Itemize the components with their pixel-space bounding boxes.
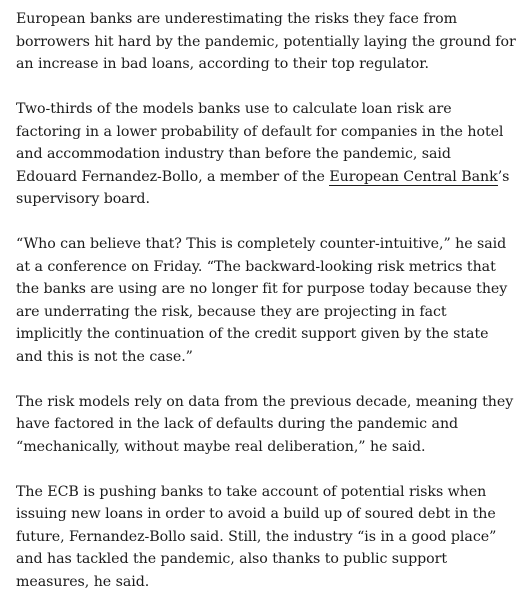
article-paragraph-4: The risk models rely on data from the previous decade, meaning they have factored in the lack of defaults during the pandemic and “mechanically, without maybe real deliberation,” he said. bbox=[16, 393, 514, 455]
european-central-bank-link[interactable]: European Central Bank bbox=[329, 168, 498, 185]
article-paragraph-3: “Who can believe that? This is completely counter-intuitive,” he said at a conference on Friday. “The backward-looking risk metrics that the banks are using are no longer fit for purpose today because they are underrating the risk, because they are projecting in fact implicitly the continuation of the credit support given by the state and this is not the case.” bbox=[16, 236, 508, 365]
article-paragraph-1: European banks are underestimating the risks they face from borrowers hit hard by the pandemic, potentially laying the ground for an increase in bad loans, according to their top regulator. bbox=[16, 11, 516, 72]
paragraph-2-text-end: ’s supervisory board. bbox=[16, 168, 510, 207]
article-paragraph-5: The ECB is pushing banks to take account of potential risks when issuing new loans in order to avoid a build up of soured debt in the future, Fernandez-Bollo said. Still, the industry “is in a good place” and has tackled the pandemic, also thanks to public support measures, he said. bbox=[16, 483, 497, 590]
article-paragraph-2 bbox=[16, 98, 516, 211]
paragraph-2-text-start: Two-thirds of the models banks use to calculate loan risk are factoring in a lower probability of default for companies in the hotel and accommodation industry than before the pandemic, said Edouard Fernandez-Bollo, a member of the bbox=[16, 101, 504, 185]
article-body bbox=[16, 8, 516, 616]
